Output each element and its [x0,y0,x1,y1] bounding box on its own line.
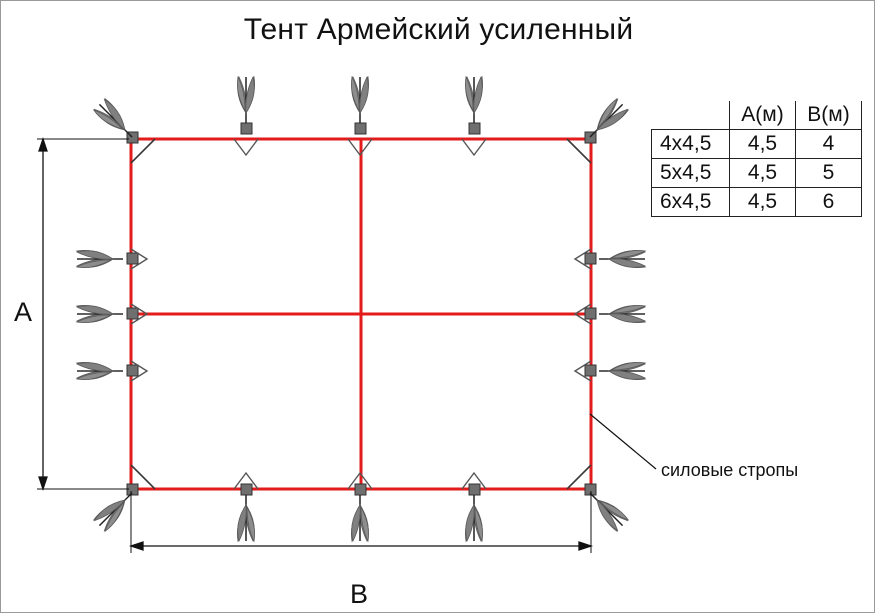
straps-right [575,249,645,381]
table-header-a: A(м) [730,101,796,130]
table-cell-a: 4,5 [730,159,796,188]
table-row [652,188,862,217]
table-header-blank [652,101,730,130]
dimension-label-b: B [350,579,369,609]
table-row [652,130,862,159]
dimension-label-a: A [14,297,33,327]
straps-left [77,249,147,381]
callout-leader [590,414,656,469]
table-cell-a: 4,5 [730,188,796,217]
table-cell-size: 6х4,5 [652,188,730,217]
table-cell-b: 5 [796,159,862,188]
table-cell-b: 4 [796,130,862,159]
table-row [652,159,862,188]
tarp-outline [131,139,591,489]
table-cell-b: 6 [796,188,862,217]
table-header-b: B(м) [796,101,862,130]
dimension-lines [37,139,591,553]
tarp-diagram [1,1,875,613]
page-title: Тент Армейский усиленный [243,13,634,46]
table-cell-size: 4х4,5 [652,130,730,159]
table-cell-a: 4,5 [730,130,796,159]
table-header-row [652,101,862,130]
table-cell-size: 5х4,5 [652,159,730,188]
callout-label-power-straps: силовые стропы [661,460,799,480]
sizes-table [651,101,862,217]
